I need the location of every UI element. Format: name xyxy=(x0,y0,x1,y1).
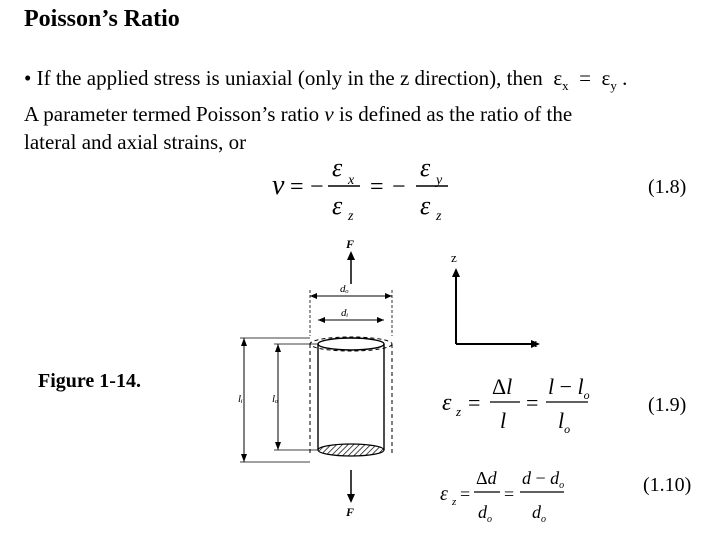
svg-text:ε: ε xyxy=(332,191,343,220)
body-paragraph: • If the applied stress is uniaxial (only in the z direction), then $\varepsilon_x = \varepsilon_y$ . A parameter termed Poisson’s ratio ν is defined as the ratio of the lateral and axial strains, or xyxy=(24,66,628,155)
equals-sign: = xyxy=(579,66,591,90)
line3: lateral and axial strains, or xyxy=(24,130,247,155)
equation-axial-strain xyxy=(436,370,596,438)
line2-pre: A parameter termed Poisson’s ratio xyxy=(24,102,320,127)
svg-text:x: x xyxy=(348,173,355,188)
svg-text:z: z xyxy=(436,209,442,220)
svg-text:−: − xyxy=(392,174,406,200)
svg-text:Δd: Δd xyxy=(476,468,497,488)
line2-post: is defined as the ratio of the xyxy=(338,102,573,127)
eps-y-subscript: y xyxy=(610,78,617,94)
equation-lateral-strain xyxy=(436,460,576,532)
equation-number-1-8: (1.8) xyxy=(648,176,687,198)
equation-poisson-ratio xyxy=(260,148,460,220)
equation-number-1-9: (1.9) xyxy=(648,394,687,416)
l-inner-label: lₒ xyxy=(272,393,279,405)
svg-text:=: = xyxy=(460,484,471,504)
axis-z-label: z xyxy=(451,250,457,265)
svg-text:=: = xyxy=(468,390,481,415)
axis-x-label: x xyxy=(531,335,538,350)
svg-text:ε: ε xyxy=(420,153,431,182)
nu-symbol: ν xyxy=(324,102,334,127)
cylinder-diagram xyxy=(228,236,428,538)
equation-number-1-10: (1.10) xyxy=(643,474,692,496)
intro-text: If the applied stress is uniaxial (only in the z direction), then xyxy=(36,66,543,90)
svg-text:ε: ε xyxy=(420,191,431,220)
svg-text:d − do: $d - d_o$ xyxy=(522,468,565,491)
svg-text:ε: ε xyxy=(440,483,448,505)
svg-text:z: z xyxy=(456,404,462,419)
svg-text:z: z xyxy=(348,209,354,220)
l-outer-label: lᵢ xyxy=(238,393,243,405)
svg-text:do: $d_o$ xyxy=(478,502,492,525)
svg-text:Δl: Δl xyxy=(492,374,513,399)
svg-text:ε: ε xyxy=(332,153,343,182)
slide-title: Poisson’s Ratio xyxy=(24,6,180,32)
svg-text:=: = xyxy=(370,174,384,200)
force-label-bottom: F xyxy=(346,505,355,519)
figure-caption: Figure 1-14. xyxy=(38,370,141,392)
period: . xyxy=(622,66,628,90)
svg-text:=: = xyxy=(526,390,539,415)
d-inner-label: dᵢ xyxy=(341,307,349,319)
bullet: • xyxy=(24,66,32,90)
svg-text:l − lo: $l - l_o$ xyxy=(548,374,590,402)
svg-text:z: z xyxy=(452,496,457,508)
svg-text:lo: $l_o$ xyxy=(558,408,571,436)
svg-text:ν: ν xyxy=(272,170,285,201)
svg-text:−: − xyxy=(310,174,324,200)
eps-x-subscript: x xyxy=(562,78,569,94)
svg-text:=: = xyxy=(504,484,515,504)
force-label-top: F xyxy=(346,237,355,251)
svg-text:=: = xyxy=(290,174,304,200)
svg-text:l: l xyxy=(500,408,507,433)
d-outer-label: dₒ xyxy=(340,283,349,295)
svg-text:y: y xyxy=(436,173,443,188)
svg-text:ε: ε xyxy=(442,390,452,416)
svg-text:do: $d_o$ xyxy=(532,502,546,525)
